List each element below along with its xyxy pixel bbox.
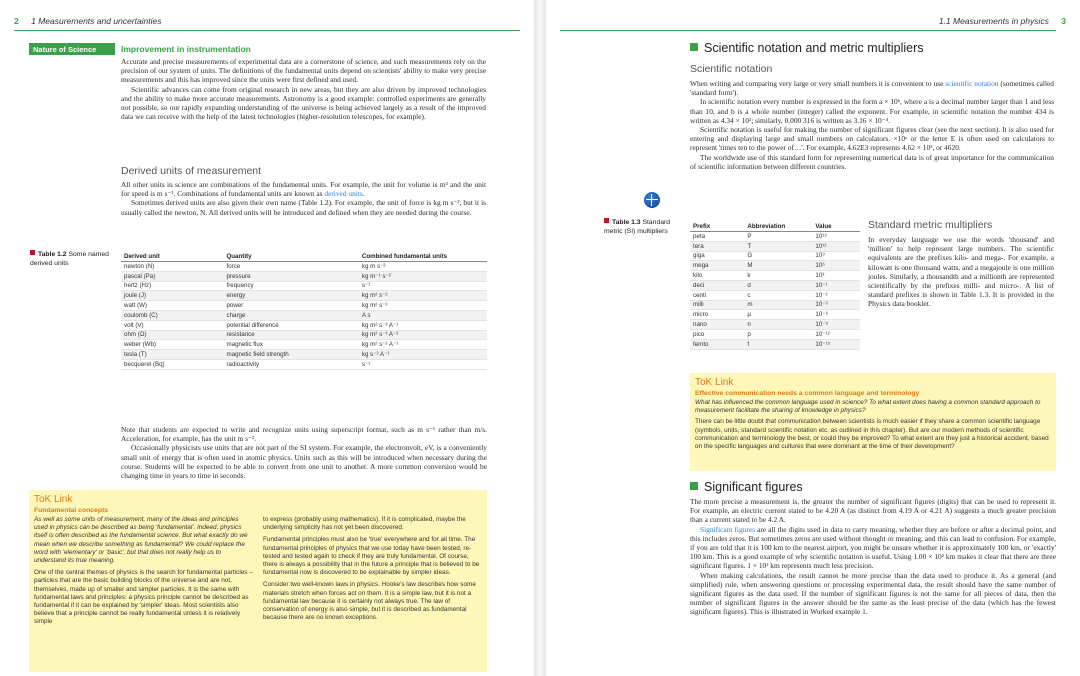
table-cell: ohm (Ω): [121, 330, 223, 340]
table-row: [121, 320, 487, 330]
right-page-number: 3: [1061, 16, 1066, 26]
significant-figures-link[interactable]: Significant figures: [700, 524, 755, 534]
sci-paragraph-4: The worldwide use of this standard form for representing numerical data is of great importance for the communication of scientific information between different countries.: [690, 152, 1054, 171]
table-row: [690, 290, 860, 300]
table-cell: power: [223, 301, 358, 311]
table-cell: 10⁻⁹: [812, 320, 860, 330]
after-paragraph-1: Note that students are expected to write and recognize units using superscript format, such as m s⁻¹ rather than m/s. Acceleration, for example, has the unit m s⁻².: [121, 425, 487, 444]
sci-notation-subheading: Scientific notation: [690, 63, 773, 75]
table-row: [690, 300, 860, 310]
table-1-2-caption: [30, 250, 114, 268]
t12-header-2: Combined fundamental units: [359, 252, 487, 262]
left-header-rule: [14, 30, 520, 31]
table-cell: c: [744, 290, 812, 300]
book-gutter: [534, 0, 546, 676]
right-section-title: 1.1 Measurements in physics: [938, 16, 1049, 26]
table-cell: peta: [690, 232, 744, 242]
sig-p2-text: are all the digits used in data to carry meaning, whether they are before or after a decimal point, and this includes zeros. But sometimes zeros are used without thought or meaning, and this can lead to confusion. For example, if you are told that it is 100 km to the nearest airport, you might be unsure whether it is approximately 100 km, or 'exactly' 100 km. This is a good example of why scientific notation is useful. Using 1.00 × 10² km makes it clear that there are three significant figures. 1 × 10² km represents much less precision.: [690, 524, 1056, 571]
nature-of-science-label: Nature of Science: [29, 43, 115, 55]
table-cell: s⁻¹: [359, 359, 487, 369]
tok-link-box-right: [690, 373, 1056, 471]
sci-heading-text: Scientific notation and metric multipliers: [704, 41, 924, 55]
derived-units-table-wrap: [121, 252, 487, 370]
table-cell: 10⁻³: [812, 300, 860, 310]
sci-paragraph-3: Scientific notation is useful for making the number of significant figures clear (see the next section). It is also used for entering and displaying large and small numbers on calculators. ×10ˣ or the letter E is often used on calculators to represent 'times ten to the power of…'. For example, 4.62E3 represents 4.62 × 10³, or 4620.: [690, 125, 1054, 153]
table-cell: kg m² s⁻³: [359, 301, 487, 311]
table-cell: p: [744, 329, 812, 339]
table-body: [690, 232, 860, 350]
after-table-body: [121, 425, 487, 480]
table-row: [121, 271, 487, 281]
table-cell: m: [744, 300, 812, 310]
table-cell: 10¹²: [812, 241, 860, 251]
table-cell: magnetic field strength: [223, 350, 358, 360]
derived-paragraph-2: Sometimes derived units are also given their own name (Table 1.2). For example, the unit of force is kg m s⁻², but it is usually called the newton, N. All derived units will be introduced and defined when they are needed during the course.: [121, 198, 486, 217]
table-row: [690, 280, 860, 290]
tok-c2-paragraph-2: Fundamental principles must also be 'true' everywhere and for all time. The fundamental principles of physics that we use today have been tested, re-tested and tested again to check if they are truly fundamental. Of course, there is always a possibility that in the future a principle that is believed to be fundamental now is discovered to be explainable by simpler ideas.: [263, 536, 480, 577]
table-cell: T: [744, 241, 812, 251]
table-cell: n: [744, 320, 812, 330]
sci-notation-body: [690, 79, 1054, 171]
tok-subtitle-right: Effective communication needs a common language and terminology: [695, 390, 920, 397]
table-cell: radioactivity: [223, 359, 358, 369]
table-cell: charge: [223, 310, 358, 320]
nos-body: [121, 57, 486, 121]
after-paragraph-2: Occasionally physicists use units that are not part of the SI system. For example, the electronvolt, eV, is a conveniently small unit of energy that is often used in atomic physics. Units such as this will be introduced when necessary during the course. Students will be expected to be able to convert from one unit to another. A more common conversion would be changing time in years to time in seconds.: [121, 443, 487, 481]
right-running-head: [560, 16, 1066, 30]
table-row: [690, 320, 860, 330]
tok-question-left: As well as some units of measurement, many of the ideas and principles used in physics can be described as being 'fundamental'. Indeed, physics itself is often described as the fundamental science. But what exactly do we mean when we describe something as fundamental? We could replace the word with 'elementary' or 'basic', but that does not really help us to understand its true meaning.: [34, 516, 248, 565]
left-chapter-title: 1 Measurements and uncertainties: [31, 16, 162, 26]
derived-units-heading: Derived units of measurement: [121, 165, 262, 177]
sci-p1-end: (sometimes called 'standard form').: [690, 79, 1054, 98]
table-cell: 10⁻²: [812, 290, 860, 300]
table-cell: kg m² s⁻²: [359, 291, 487, 301]
derived-p1-end: .: [362, 189, 365, 199]
smm-paragraph-1: In everyday language we use the words 'thousand' and 'million' to help represent large numbers. The scientific equivalents are the prefixes kilo- and mega-. For example, a kilowatt is one thousand watts, and a megajoule is one million joules. Similarly, a thousandth and a millionth are represented scientifically by the prefixes milli- and micro-. A list of standard prefixes is shown in Table 1.3. It is provided in the Physics data booklet.: [868, 235, 1054, 309]
table-cell: giga: [690, 251, 744, 261]
table-cell: 10⁻¹²: [812, 329, 860, 339]
table-cell: P: [744, 232, 812, 242]
table-row: [121, 350, 487, 360]
table-cell: 10⁻¹⁵: [812, 339, 860, 349]
sci-notation-main-heading: [690, 41, 1050, 55]
tok-subtitle-left: Fundamental concepts: [34, 507, 109, 514]
heading-square-icon-2: [690, 482, 698, 490]
table-cell: deci: [690, 280, 744, 290]
table-cell: µ: [744, 310, 812, 320]
table-row: [690, 339, 860, 349]
table-row: [121, 330, 487, 340]
significant-figures-body: [690, 497, 1056, 617]
significant-figures-heading: [690, 480, 1050, 494]
table-cell: micro: [690, 310, 744, 320]
table-cell: volt (V): [121, 320, 223, 330]
table-header-row: [121, 252, 487, 262]
sig-paragraph-1: The more precise a measurement is, the greater the number of significant figures (digits) that can be used to represent it. For example, an electric current stated to be 4.20 A (as distinct from 4.19 A or 4.21 A) suggests a much greater precision than a current stated to be 4.2 A.: [690, 497, 1056, 525]
table-cell: 10¹⁵: [812, 232, 860, 242]
table-row: [121, 310, 487, 320]
caption-marker-icon: [30, 250, 35, 255]
table-cell: frequency: [223, 281, 358, 291]
right-header-rule: [560, 30, 1056, 31]
tok-columns-left: [34, 516, 482, 627]
table-1-2-label: Table 1.2: [38, 251, 67, 258]
left-running-head: [14, 16, 514, 30]
table-cell: milli: [690, 300, 744, 310]
table-cell: A s: [359, 310, 487, 320]
table-cell: d: [744, 280, 812, 290]
standard-multipliers-heading: Standard metric multipliers: [868, 219, 993, 231]
tok-paragraph-right: There can be little doubt that communication between scientists is much easier if they share a common scientific language (symbols, units, standard scientific notation etc. as outlined in this chapter). But are our modern methods of scientific communication and terminology the best, or could they be improved? To what extent are they just a historical accident, based on the specific languages and cultures that were dominant at the time of their development?: [695, 418, 1049, 451]
sig-paragraph-2: [690, 525, 1056, 571]
table-row: [690, 329, 860, 339]
t13-header-2: Value: [812, 222, 860, 232]
table-cell: resistance: [223, 330, 358, 340]
table-cell: nano: [690, 320, 744, 330]
table-cell: 10⁶: [812, 261, 860, 271]
t13-header-1: Abbreviation: [744, 222, 812, 232]
tok-column-2: [263, 516, 482, 627]
table-cell: potential difference: [223, 320, 358, 330]
derived-units-table: [121, 252, 487, 370]
table-cell: joule (J): [121, 291, 223, 301]
tok-title-left: ToK Link: [34, 494, 73, 505]
table-1-3-text: Standard metric (SI) multipliers: [604, 219, 671, 235]
tok-question-right: What has influenced the common language used in science? To what extent does having a common standard approach to measurement facilitate the sharing of knowledge in physics?: [695, 399, 1041, 415]
t12-header-1: Quantity: [223, 252, 358, 262]
table-cell: pico: [690, 329, 744, 339]
sci-p1-text: When writing and comparing very large or very small numbers it is convenient to use: [690, 79, 946, 88]
globe-icon: [644, 192, 660, 208]
table-cell: watt (W): [121, 301, 223, 311]
standard-multipliers-body: [868, 235, 1054, 309]
table-cell: 10⁹: [812, 251, 860, 261]
left-page: [0, 0, 534, 676]
table-row: [690, 251, 860, 261]
table-row: [121, 359, 487, 369]
table-row: [121, 291, 487, 301]
table-cell: tera: [690, 241, 744, 251]
table-cell: newton (N): [121, 262, 223, 272]
scientific-notation-link[interactable]: scientific notation: [945, 79, 999, 88]
table-cell: pressure: [223, 271, 358, 281]
nos-paragraph-2: Scientific advances can come from original research in new areas, but they are also driven by improved technologies and the ability to make more accurate measurements. Astronomy is a good example: controlled experiments are generally not possible, so our rapidly expanding understanding of the universe is being achieved largely as a result of the improved data we can receive with the help of the latest technologies (higher-resolution telescopes, for example).: [121, 84, 486, 122]
table-row: [121, 340, 487, 350]
multipliers-table-wrap: [690, 222, 860, 350]
derived-units-link[interactable]: derived units: [324, 189, 363, 199]
table-row: [121, 301, 487, 311]
table-cell: kg m² s⁻³ A⁻¹: [359, 320, 487, 330]
tok-link-box-left: [29, 490, 487, 672]
table-cell: hertz (Hz): [121, 281, 223, 291]
table-row: [690, 271, 860, 281]
tok-c2-paragraph-1: to express (probably using mathematics). If it is complicated, maybe the underlying simplicity has not yet been discovered.: [263, 516, 466, 532]
table-cell: k: [744, 271, 812, 281]
table-cell: pascal (Pa): [121, 271, 223, 281]
table-row: [690, 232, 860, 242]
table-cell: mega: [690, 261, 744, 271]
table-cell: magnetic flux: [223, 340, 358, 350]
table-cell: M: [744, 261, 812, 271]
sci-paragraph-1: [690, 79, 1054, 97]
table-cell: becquerel (Bq): [121, 359, 223, 369]
caption-marker-icon-2: [604, 218, 609, 223]
derived-p1-text: All other units in science are combinations of the fundamental units. For example, the unit for volume is m³ and the unit for speed is m s⁻¹. Combinations of fundamental units are known as: [121, 180, 486, 199]
nos-heading: Improvement in instrumentation: [121, 44, 251, 54]
t13-header-0: Prefix: [690, 222, 744, 232]
table-cell: kg m² s⁻³ A⁻²: [359, 330, 487, 340]
table-cell: kg m² s⁻² A⁻¹: [359, 340, 487, 350]
table-cell: weber (Wb): [121, 340, 223, 350]
table-cell: kilo: [690, 271, 744, 281]
tok-title-right: ToK Link: [695, 377, 734, 388]
heading-square-icon: [690, 43, 698, 51]
derived-paragraph-1: [121, 180, 486, 198]
table-cell: centi: [690, 290, 744, 300]
table-cell: 10⁻¹: [812, 280, 860, 290]
table-cell: f: [744, 339, 812, 349]
nos-paragraph-1: Accurate and precise measurements of experimental data are a cornerstone of science, and such measurements rely on the precision of our system of units. The definitions of the fundamental units depend on scientists' ability to make very precise measurements and this has improved since the units were first defined and used.: [121, 57, 486, 85]
table-1-3-caption: [604, 218, 684, 236]
table-row: [690, 241, 860, 251]
left-page-number: 2: [14, 16, 19, 26]
table-cell: femto: [690, 339, 744, 349]
table-cell: s⁻¹: [359, 281, 487, 291]
tok-column-1: [34, 516, 253, 627]
t12-header-0: Derived unit: [121, 252, 223, 262]
sig-heading-text: Significant figures: [704, 480, 803, 494]
table-header-row: [690, 222, 860, 232]
table-row: [690, 310, 860, 320]
table-cell: tesla (T): [121, 350, 223, 360]
table-cell: energy: [223, 291, 358, 301]
right-page: [546, 0, 1080, 676]
table-cell: 10³: [812, 271, 860, 281]
table-cell: kg s⁻² A⁻¹: [359, 350, 487, 360]
tok-c1-paragraph-2: One of the central themes of physics is the search for fundamental particles – particles that are the basic building blocks of the universe and are not, themselves, made up of smaller and simpler particles. It is the same with fundamental laws and principles: a physics principle cannot be described as fundamental if it can be explained by 'simpler' ideas. Most scientists also believe that a principle cannot be really fundamental unless it is relatively simple: [34, 569, 253, 626]
derived-units-body: [121, 180, 486, 217]
table-cell: kg m⁻¹ s⁻²: [359, 271, 487, 281]
table-1-2-text: Some named derived units: [30, 251, 109, 267]
table-cell: G: [744, 251, 812, 261]
tok-body-right: [695, 399, 1051, 451]
table-cell: force: [223, 262, 358, 272]
tok-c2-paragraph-3: Consider two well-known laws in physics. Hooke's law describes how some materials stretch when forces act on them. It is a simple law, but it is not a fundamental law because it is certainly not always true. The law of conservation of energy is also simple, but it is described as fundamental because there are no known exceptions.: [263, 581, 476, 622]
table-cell: kg m s⁻²: [359, 262, 487, 272]
table-cell: 10⁻⁶: [812, 310, 860, 320]
table-cell: coulomb (C): [121, 310, 223, 320]
table-1-3-label: Table 1.3: [612, 219, 641, 226]
sig-paragraph-3: When making calculations, the result cannot be more precise than the data used to produce it. As a general (and simplified) rule, when answering questions or processing experimental data, the result should have the same number of significant figures as the data used. If the number of significant figures is not the same for all pieces of data, then the number of significant figures in the answer should be the same as the least precise of the data (which has the fewest significant figures). This is illustrated in Worked example 1.: [690, 570, 1056, 617]
table-row: [121, 281, 487, 291]
table-row: [121, 262, 487, 272]
table-body: [121, 262, 487, 370]
table-row: [690, 261, 860, 271]
sci-paragraph-2: In scientific notation every number is expressed in the form a × 10ᵇ, where a is a decimal number larger than 1 and less than 10, and b is a whole number (integer) called the exponent. For example, in scientific notation the number 434 is written as 4.34 × 10²; similarly, 0.000 316 is written as 3.16 × 10⁻⁴.: [690, 97, 1054, 125]
multipliers-table: [690, 222, 860, 350]
